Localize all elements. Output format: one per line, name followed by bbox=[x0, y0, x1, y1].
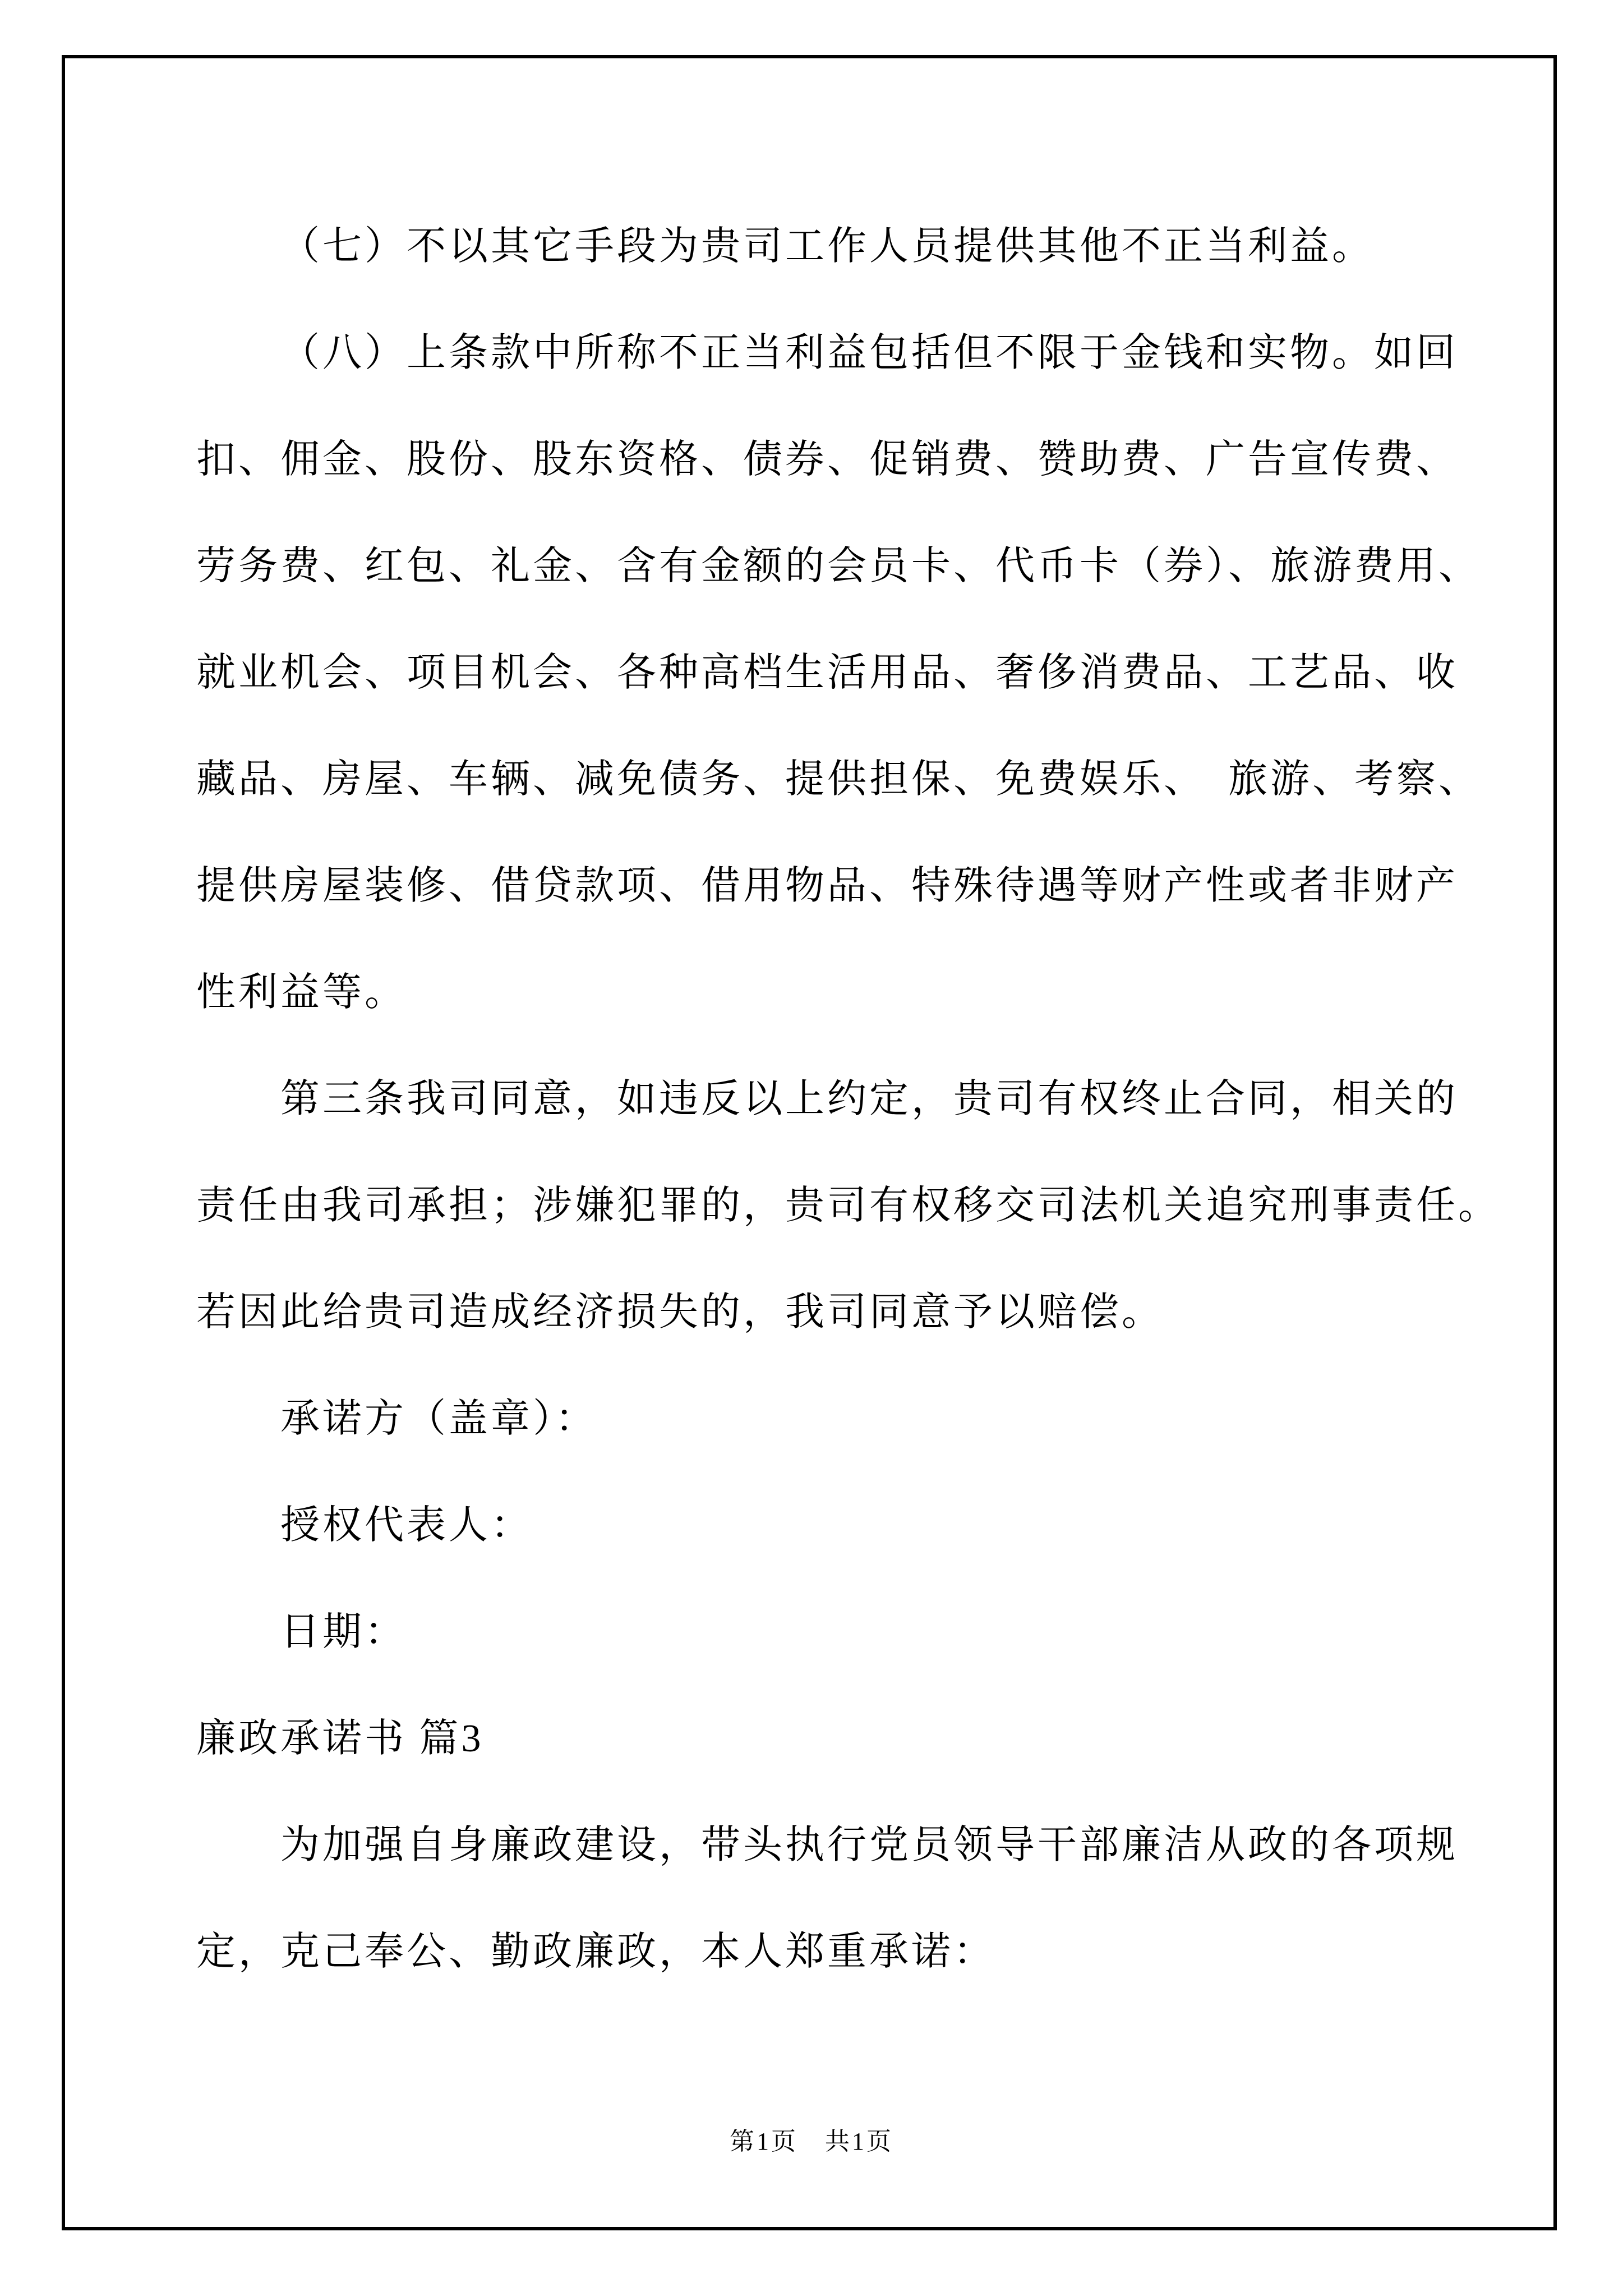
body-line: （七）不以其它手段为贵司工作人员提供其他不正当利益。 bbox=[280, 225, 1374, 268]
body-line: 为加强自身廉政建设，带头执行党员领导干部廉洁从政的各项规 bbox=[280, 1824, 1458, 1867]
section-heading: 廉政承诺书 篇3 bbox=[196, 1717, 484, 1760]
body-line: 性利益等。 bbox=[196, 971, 407, 1014]
body-line: 第三条我司同意，如违反以上约定，贵司有权终止合同，相关的 bbox=[280, 1078, 1458, 1121]
body-line: 藏品、房屋、车辆、减免债务、提供担保、免费娱乐、 旅游、考察、 bbox=[196, 758, 1481, 801]
body-line: 就业机会、项目机会、各种高档生活用品、奢侈消费品、工艺品、收 bbox=[196, 651, 1458, 694]
document-body bbox=[196, 194, 1503, 2005]
page-number-footer: 第1页 共1页 bbox=[730, 2128, 893, 2155]
body-line: 定，克己奉公、勤政廉政，本人郑重承诺： bbox=[196, 1930, 995, 1973]
signature-date-line: 日期： bbox=[280, 1611, 407, 1654]
signature-representative-line: 授权代表人： bbox=[280, 1504, 533, 1547]
body-line: 提供房屋装修、借贷款项、借用物品、特殊待遇等财产性或者非财产 bbox=[196, 864, 1458, 908]
body-line: 责任由我司承担；涉嫌犯罪的，贵司有权移交司法机关追究刑事责任。 bbox=[196, 1184, 1500, 1227]
body-line: （八）上条款中所称不正当利益包括但不限于金钱和实物。如回 bbox=[280, 332, 1458, 375]
body-line: 扣、佣金、股份、股东资格、债券、促销费、赞助费、广告宣传费、 bbox=[196, 438, 1458, 481]
signature-party-line: 承诺方（盖章）： bbox=[280, 1397, 597, 1441]
body-line: 若因此给贵司造成经济损失的，我司同意予以赔偿。 bbox=[196, 1291, 1164, 1334]
body-line: 劳务费、红包、礼金、含有金额的会员卡、代币卡（券）、旅游费用、 bbox=[196, 545, 1481, 588]
